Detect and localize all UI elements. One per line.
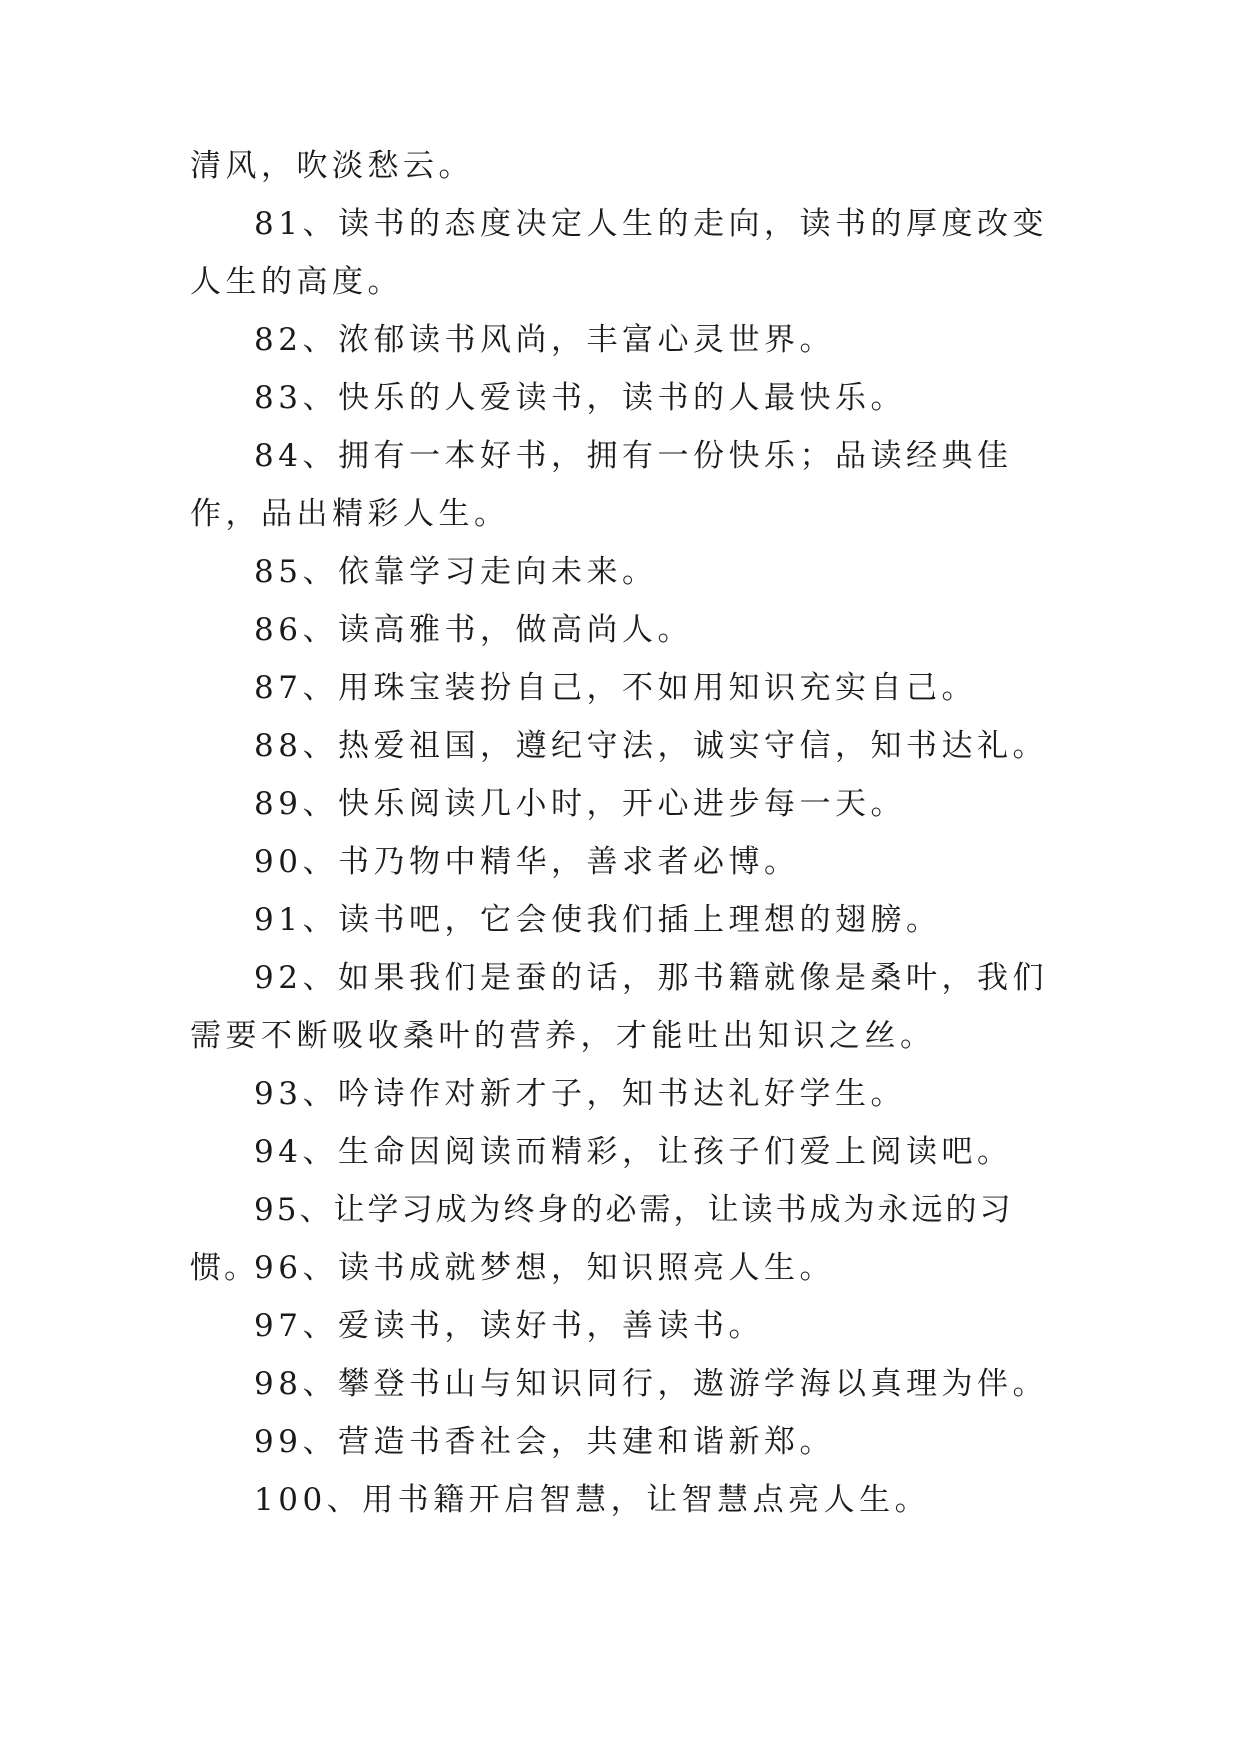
paragraph-90: 90、书乃物中精华，善求者必博。	[254, 844, 800, 880]
paragraph-92: 92、如果我们是蚕的话，那书籍就像是桑叶，我们需要不断吸收桑叶的营养，才能吐出知识之丝。	[190, 960, 1048, 1054]
paragraph-81: 81、读书的态度决定人生的走向，读书的厚度改变人生的高度。	[190, 206, 1048, 300]
paragraph-83: 83、快乐的人爱读书，读书的人最快乐。	[254, 380, 906, 416]
paragraph-89: 89、快乐阅读几小时，开心进步每一天。	[254, 786, 906, 822]
paragraph-97: 97、爱读书，读好书，善读书。	[254, 1308, 764, 1344]
paragraph-93: 93、吟诗作对新才子，知书达礼好学生。	[254, 1076, 906, 1112]
paragraph-continuation: 清风，吹淡愁云。	[190, 148, 474, 184]
paragraph-87: 87、用珠宝装扮自己，不如用知识充实自己。	[254, 670, 977, 706]
paragraph-98: 98、攀登书山与知识同行，遨游学海以真理为伴。	[254, 1366, 1048, 1402]
paragraph-85: 85、依靠学习走向未来。	[254, 554, 658, 590]
paragraph-95: 95、让学习成为终身的必需，让读书成为永远的习惯。	[190, 1192, 1014, 1286]
paragraph-84: 84、拥有一本好书，拥有一份快乐；品读经典佳作，品出精彩人生。	[190, 438, 1013, 532]
paragraph-94: 94、生命因阅读而精彩，让孩子们爱上阅读吧。	[254, 1134, 1013, 1170]
paragraph-86: 86、读高雅书，做高尚人。	[254, 612, 693, 648]
paragraph-100: 100、用书籍开启智慧，让智慧点亮人生。	[254, 1482, 931, 1518]
paragraph-96: 96、读书成就梦想，知识照亮人生。	[254, 1250, 835, 1286]
paragraph-88: 88、热爱祖国，遵纪守法，诚实守信，知书达礼。	[254, 728, 1048, 764]
paragraph-91: 91、读书吧，它会使我们插上理想的翅膀。	[254, 902, 942, 938]
paragraph-99: 99、营造书香社会，共建和谐新郑。	[254, 1424, 835, 1460]
paragraph-82: 82、浓郁读书风尚，丰富心灵世界。	[254, 322, 835, 358]
